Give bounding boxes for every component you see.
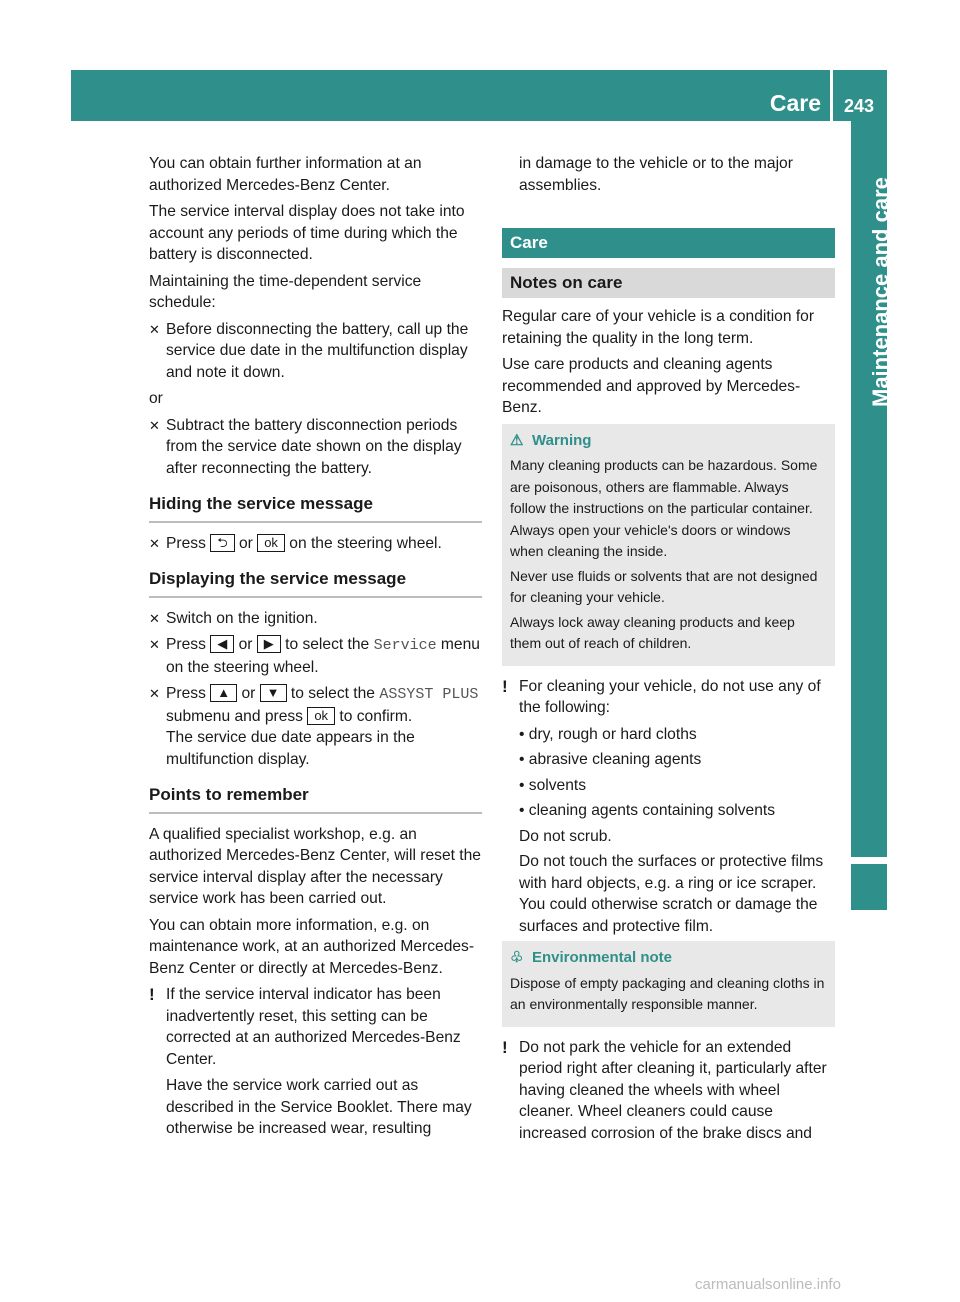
subsection-bar-notes: Notes on care: [502, 268, 835, 298]
step-item: ✕ Subtract the battery disconnection periods from the service date shown on the display after reconnecting the battery.: [149, 416, 462, 477]
section-heading: Points to remember: [149, 784, 482, 814]
paragraph: A qualified specialist workshop, e.g. an authorized Mercedes-Benz Center, will reset the service interval display after the necessary service work has been carried out.: [149, 825, 481, 907]
header-separator: [830, 70, 833, 121]
section-bar-care: Care: [502, 228, 835, 258]
back-key-icon: ⮌: [210, 534, 234, 552]
step-item: ✕ Press ▲ or ▼ to select the ASSYST PLUS submenu and press ok to confirm. The service due date appears in the multifunction display.: [149, 685, 479, 768]
step-item: ✕ Before disconnecting the battery, call up the service due date in the multifunction display and note it down.: [149, 320, 469, 381]
warning-box: [502, 424, 835, 666]
notice-item: ! Do not park the vehicle for an extended period right after cleaning it, particularly after having cleaned the wheels with wheel cleaner. Wheel cleaners could cause increased corrosion of the brake discs and: [502, 1037, 827, 1142]
step-arrow-icon: ✕: [149, 535, 160, 551]
paragraph: Regular care of your vehicle is a condition for retaining the quality in the long term.: [502, 308, 815, 347]
list-item: • cleaning agents containing solvents: [519, 802, 775, 819]
step-arrow-icon: ✕: [149, 637, 160, 652]
exclamation-icon: !: [502, 676, 508, 696]
environment-title: Environmental note: [532, 949, 673, 966]
warning-title: Warning: [532, 431, 592, 449]
paragraph: You can obtain further information at an authorized Mercedes-Benz Center.: [149, 155, 422, 194]
step-item: ✕ Switch on the ignition.: [149, 608, 482, 630]
up-key-icon: ▲: [210, 684, 237, 702]
warning-text: Many cleaning products can be hazardous. Some are poisonous, others are flammable. Always follow the instructions on the particular container. Always open your vehicle's doors or windows when cleaning the inside.: [510, 457, 818, 559]
paragraph: You can obtain more information, e.g. on maintenance work, at an authorized Mercedes-Benz Center or directly at Mercedes-Benz.: [149, 916, 475, 977]
paragraph: Maintaining the time-dependent service schedule:: [149, 272, 422, 311]
warning-triangle-icon: ⚠: [510, 431, 524, 449]
notice-continuation: in damage to the vehicle or to the major assemblies.: [519, 155, 793, 194]
page-header-bar: [71, 70, 887, 121]
paragraph: or: [149, 390, 163, 407]
side-tab-marker: [851, 864, 887, 910]
list-item: • abrasive cleaning agents: [519, 751, 702, 768]
step-arrow-icon: ✕: [149, 321, 160, 337]
section-heading: Hiding the service message: [149, 493, 482, 523]
notice-item: ! For cleaning your vehicle, do not use any of the following:: [502, 676, 821, 716]
notice-continuation: Have the service work carried out as described in the Service Booklet. There may otherwise be increased wear, resulting: [166, 1077, 472, 1137]
down-key-icon: ▼: [260, 684, 287, 702]
step-arrow-icon: ✕: [149, 686, 160, 701]
page-number: 243: [844, 96, 875, 116]
left-key-icon: ◀: [210, 635, 234, 653]
ok-key-icon: ok: [307, 707, 335, 725]
exclamation-icon: !: [149, 985, 155, 1004]
side-tab: [851, 121, 893, 857]
menu-name: Service: [373, 637, 437, 654]
left-column: [149, 153, 482, 1144]
step-arrow-icon: ✕: [149, 610, 160, 626]
ok-key-icon: ok: [257, 534, 285, 552]
step-arrow-icon: ✕: [149, 417, 160, 433]
exclamation-icon: !: [502, 1037, 508, 1057]
environment-text: Dispose of empty packaging and cleaning cloths in an environmentally responsible manner.: [510, 974, 825, 1012]
step-item: ✕ Press ⮌ or ok on the steering wheel.: [149, 533, 482, 555]
menu-name: ASSYST PLUS: [379, 686, 479, 703]
step-item: ✕ Press ◀ or ▶ to select the Service menu on the steering wheel.: [149, 636, 480, 676]
watermark: carmanualsonline.info: [695, 1276, 841, 1293]
notice-item: ! If the service interval indicator has been inadvertently reset, this setting can be corrected at an authorized Mercedes-Benz Center.: [149, 985, 461, 1068]
environment-leaf-icon: ♧: [510, 949, 524, 966]
side-tab-label: Maintenance and care: [868, 177, 893, 407]
paragraph: The service interval display does not take into account any periods of time during which the battery is disconnected.: [149, 203, 465, 263]
right-column: [502, 153, 835, 1149]
list-item: • dry, rough or hard cloths: [519, 725, 697, 743]
warning-text: Always lock away cleaning products and keep them out of reach of children.: [510, 613, 795, 651]
paragraph: Do not touch the surfaces or protective films with hard objects, e.g. a ring or ice scraper. You could otherwise scratch or damage the surfaces and protective film.: [519, 853, 824, 935]
warning-text: Never use fluids or solvents that are not designed for cleaning your vehicle.: [510, 567, 818, 605]
paragraph: Use care products and cleaning agents recommended and approved by Mercedes-Benz.: [502, 356, 801, 416]
right-key-icon: ▶: [257, 635, 281, 653]
list-item: • solvents: [519, 776, 587, 794]
paragraph: Do not scrub.: [519, 827, 612, 845]
section-heading: Displaying the service message: [149, 568, 482, 598]
header-title: Care: [769, 90, 821, 116]
environment-box: [502, 941, 835, 1027]
